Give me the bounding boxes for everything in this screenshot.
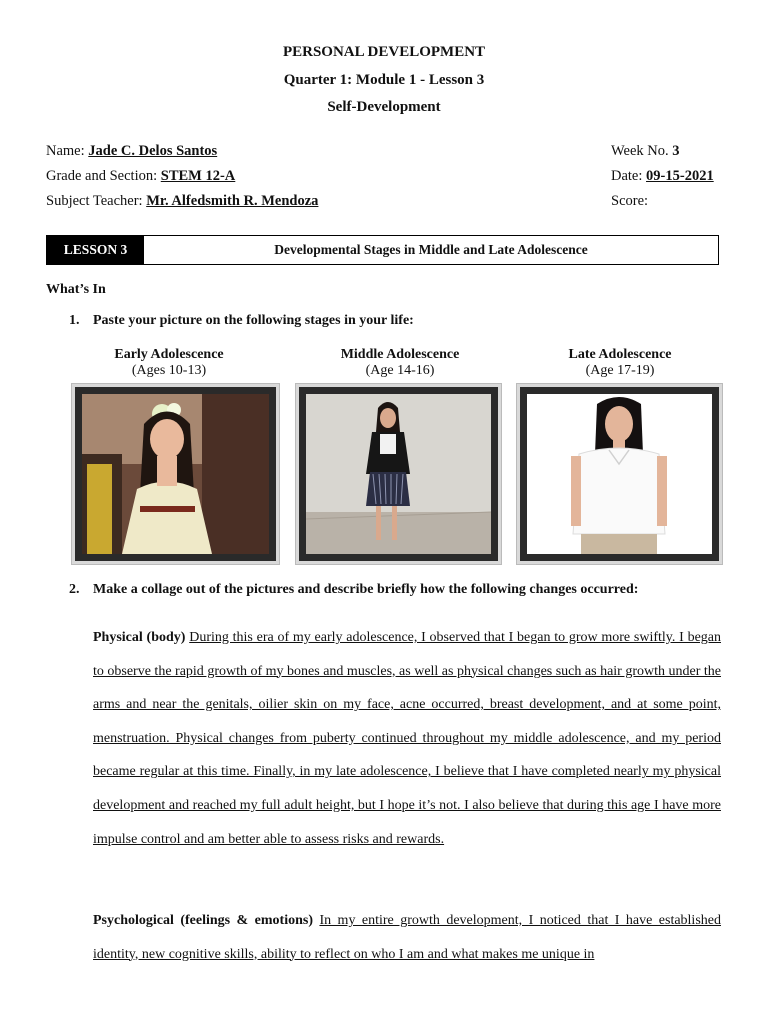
- week-value: 3: [672, 143, 680, 159]
- grade-label: Grade and Section:: [46, 168, 158, 184]
- physical-answer: During this era of my early adolescence, I observed that I began to grow more swiftly. I began to observe the rapid growth of my bones and muscles, as well as physical changes such as hair growth under the arms and near the genitals, oilier skin on my face, acne occurred, breast development, and at some point, menstruation. Physical changes from puberty continued throughout my middle adolescence, and my period became regular at this time. Finally, in my late adolescence, I believe that I have completed nearly my physical development and reached my full adult height, but I hope it’s not. I also believe that during this age I have more impulse control and am better able to assess risks and rewards.: [93, 630, 721, 847]
- item2-instruction: Make a collage out of the pictures and describe briefly how the following changes occurred:: [93, 582, 639, 597]
- name-value: Jade C. Delos Santos: [88, 143, 218, 159]
- week-field: [611, 143, 680, 160]
- psychological-answer: In my entire growth development, I noticed that I have established identity, new cognitive skills, ability to reflect on who I am and what makes me unique in: [93, 913, 721, 962]
- module-subtitle: Quarter 1: Module 1 - Lesson 3: [283, 72, 485, 88]
- late-adolescence-photo: [517, 384, 722, 564]
- score-label: Score:: [611, 193, 649, 209]
- middle-adolescence-photo: [296, 384, 501, 564]
- photo-content: [82, 394, 269, 554]
- stage-name: Middle Adolescence: [340, 347, 460, 362]
- stage-ages: (Age 17-19): [585, 363, 655, 378]
- photo-content: [306, 394, 491, 554]
- stage-name: Late Adolescence: [568, 347, 672, 362]
- name-label: Name:: [46, 143, 85, 159]
- teacher-field: [46, 193, 318, 210]
- girl-in-white-dress-image: [82, 394, 269, 554]
- item1-number: 1.: [69, 313, 80, 328]
- girl-standing-image: [306, 394, 491, 554]
- lesson-tag: LESSON 3: [47, 236, 144, 264]
- lesson-banner: [46, 235, 719, 265]
- grade-section-field: [46, 168, 235, 185]
- score-field: [611, 193, 648, 210]
- stage-early: [59, 347, 279, 379]
- week-label: Week No.: [611, 143, 669, 159]
- stage-middle: [290, 347, 510, 379]
- psychological-label: Psychological (feelings & emotions): [93, 913, 313, 928]
- section-heading: What’s In: [46, 282, 106, 297]
- lesson-topic: Self-Development: [327, 99, 441, 115]
- photo-content: [527, 394, 712, 554]
- physical-label: Physical (body): [93, 630, 186, 645]
- psychological-paragraph: [93, 904, 721, 971]
- stage-ages: (Ages 10-13): [131, 363, 207, 378]
- name-field: [46, 143, 217, 160]
- grade-value: STEM 12-A: [160, 168, 236, 184]
- teacher-value: Mr. Alfedsmith R. Mendoza: [146, 193, 319, 209]
- stage-name: Early Adolescence: [114, 347, 224, 362]
- stage-late: [510, 347, 730, 379]
- lesson-title: Developmental Stages in Middle and Late Adolescence: [274, 242, 588, 257]
- stage-ages: (Age 14-16): [365, 363, 435, 378]
- item1-instruction: Paste your picture on the following stages in your life:: [93, 313, 414, 328]
- early-adolescence-photo: [72, 384, 279, 564]
- physical-paragraph: [93, 621, 721, 856]
- date-label: Date:: [611, 168, 643, 184]
- girl-white-polo-image: [527, 394, 712, 554]
- document-title: PERSONAL DEVELOPMENT: [282, 44, 486, 60]
- item2-number: 2.: [69, 582, 80, 597]
- date-value: 09-15-2021: [646, 168, 714, 184]
- date-field: [611, 168, 714, 185]
- teacher-label: Subject Teacher:: [46, 193, 143, 209]
